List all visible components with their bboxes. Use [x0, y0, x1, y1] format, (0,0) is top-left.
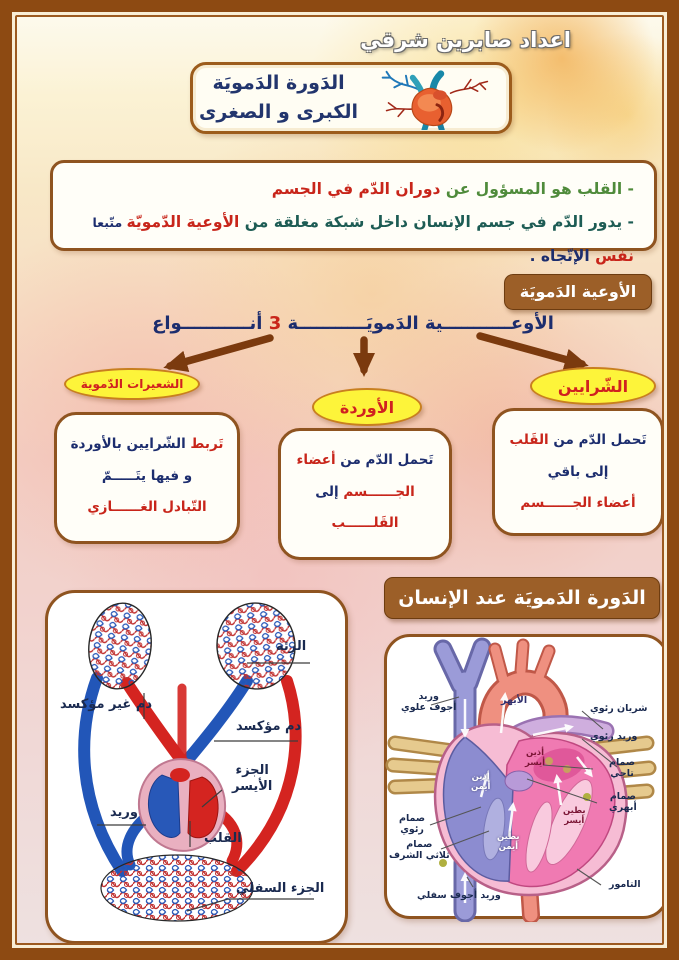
author-credit: اعداد صابرين شرقي — [360, 28, 571, 52]
label-ra-l2: أيمن — [471, 781, 491, 792]
capillaries-line3: التّبادل الغــــــازي — [87, 499, 207, 516]
label-aortic-l2: أبهري — [609, 802, 637, 814]
title-box — [190, 62, 512, 134]
capillaries-box — [54, 412, 240, 544]
arteries-box — [492, 408, 664, 536]
arteries-line3: أعضاء الجــــــسم — [520, 495, 636, 512]
intro-line2-vessels: الأوعية الدّمويّة — [126, 213, 240, 232]
heart-illustration-icon — [377, 66, 495, 130]
label-right-ventricle — [497, 833, 520, 853]
intro-line2-same: نفس — [595, 246, 634, 265]
label-inferior-vena-cava: وريد أجوف سفلي — [417, 890, 501, 901]
label-pvalve-l1: صمام — [399, 813, 426, 824]
branch-line-count: 3 — [268, 313, 282, 334]
veins-l2b: إلى — [315, 483, 344, 500]
intro-line1-lead: - القلب هو المسؤول عن — [440, 180, 634, 198]
label-heart: القلب — [204, 831, 242, 846]
label-pulmonary-valve — [399, 813, 425, 836]
label-la-l2: أيسر — [525, 757, 546, 768]
capillaries-l1b: الشّرايين بالأوردة — [70, 436, 186, 452]
label-vein: وريد — [110, 805, 138, 820]
arteries-oval: الشّرايين — [530, 367, 656, 405]
capillaries-l1a: تَربط — [185, 436, 224, 452]
veins-line1 — [281, 445, 449, 477]
label-lung: الرئة — [276, 639, 307, 654]
label-tricuspid-l1: صمام — [406, 839, 433, 850]
arteries-l1a: تَحمل الدّم من — [548, 432, 647, 448]
label-svc-l1: وريد — [418, 691, 439, 702]
intro-line2-lead: - يدور الدّم في جسم الإنسان داخل شبكة مغلقة من — [239, 213, 634, 232]
label-pericardium: التامور — [609, 879, 641, 890]
human-circulation-badge: الدَورة الدَمويَة عند الإنسان — [384, 577, 660, 619]
label-lower-part: الجزء السفلي — [236, 881, 325, 896]
intro-line1-highlight: دوران الدّم في الجسم — [271, 180, 441, 198]
label-oxygenated-blood: دم مؤكسد — [236, 719, 302, 734]
label-left-part-l2: الأيسر — [232, 778, 273, 794]
label-mitral-l1: صمام — [609, 757, 636, 768]
heart-anatomy-box — [384, 634, 669, 919]
label-mitral-valve — [609, 757, 635, 780]
veins-l1b: أعضاء — [296, 452, 336, 468]
intro-line2 — [63, 206, 634, 273]
vessels-badge: الأوعية الدَمويَة — [504, 274, 652, 310]
label-left-ventricle — [563, 807, 586, 827]
label-tricuspid-l2: ثلاثي الشرف — [389, 850, 450, 862]
veins-l1a: تَحمل الدّم من — [335, 452, 434, 468]
label-la-l1: أذين — [525, 748, 545, 758]
label-right-atrium — [471, 773, 490, 793]
label-deoxygenated-blood: دم غير مؤكسد — [60, 697, 153, 712]
label-pulmonary-artery: شريان رئوي — [590, 703, 648, 714]
label-superior-vena-cava — [401, 691, 456, 714]
label-pvalve-l2: رئوي — [400, 824, 424, 836]
capillaries-oval: الشعيرات الدّموية — [64, 368, 200, 400]
intro-line2-following: متّبعا — [92, 215, 127, 231]
veins-line3: القَلــــــب — [331, 515, 399, 532]
circulation-schematic-box — [45, 590, 348, 944]
label-mitral-l2: تاجي — [610, 768, 634, 780]
label-left-part — [232, 763, 272, 794]
label-lv-l1: بطين — [563, 806, 586, 816]
label-pulmonary-vein: وريد رئوي — [590, 731, 638, 742]
label-left-atrium — [525, 749, 545, 769]
arteries-line1 — [495, 425, 661, 457]
veins-line2 — [281, 477, 449, 509]
page-title-line2: الكبرى و الصغرى — [199, 101, 359, 123]
capillaries-line1 — [57, 429, 237, 461]
veins-l2a: الجــــــسم — [343, 483, 415, 500]
intro-line2-direction: الإتّجاه . — [529, 246, 596, 265]
capillaries-line2: و فيها يتَـــــمّ — [101, 467, 193, 484]
arteries-l1b: القَلب — [509, 432, 549, 448]
intro-box — [50, 160, 657, 265]
label-tricuspid-valve — [389, 839, 450, 862]
arrow-to-arteries — [480, 336, 582, 364]
arteries-line2: إلى باقي — [547, 463, 609, 480]
arrow-to-capillaries — [170, 338, 270, 366]
label-rv-l1: بطين — [497, 832, 520, 842]
page-title — [199, 69, 358, 128]
page-title-line1: الدَورة الدَمويَة — [212, 71, 345, 94]
label-rv-l2: أيمن — [498, 841, 519, 852]
label-lv-l2: أيسر — [564, 815, 585, 826]
label-aorta: الأبهر — [501, 695, 528, 706]
veins-oval: الأوردة — [312, 388, 422, 426]
veins-box — [278, 428, 452, 560]
intro-line1 — [63, 173, 634, 206]
branch-line-a: الأوعـــــــــــية الدَمويَـــــــــــة — [281, 313, 554, 334]
label-aortic-valve — [609, 791, 637, 814]
label-svc-l2: أجوف علوي — [401, 702, 457, 714]
label-aortic-l1: صمام — [609, 791, 636, 802]
label-left-part-l1: الجزء — [235, 763, 269, 778]
label-ra-l1: أذين — [471, 772, 490, 782]
branch-line-c: أنـــــــــــواع — [152, 313, 269, 334]
